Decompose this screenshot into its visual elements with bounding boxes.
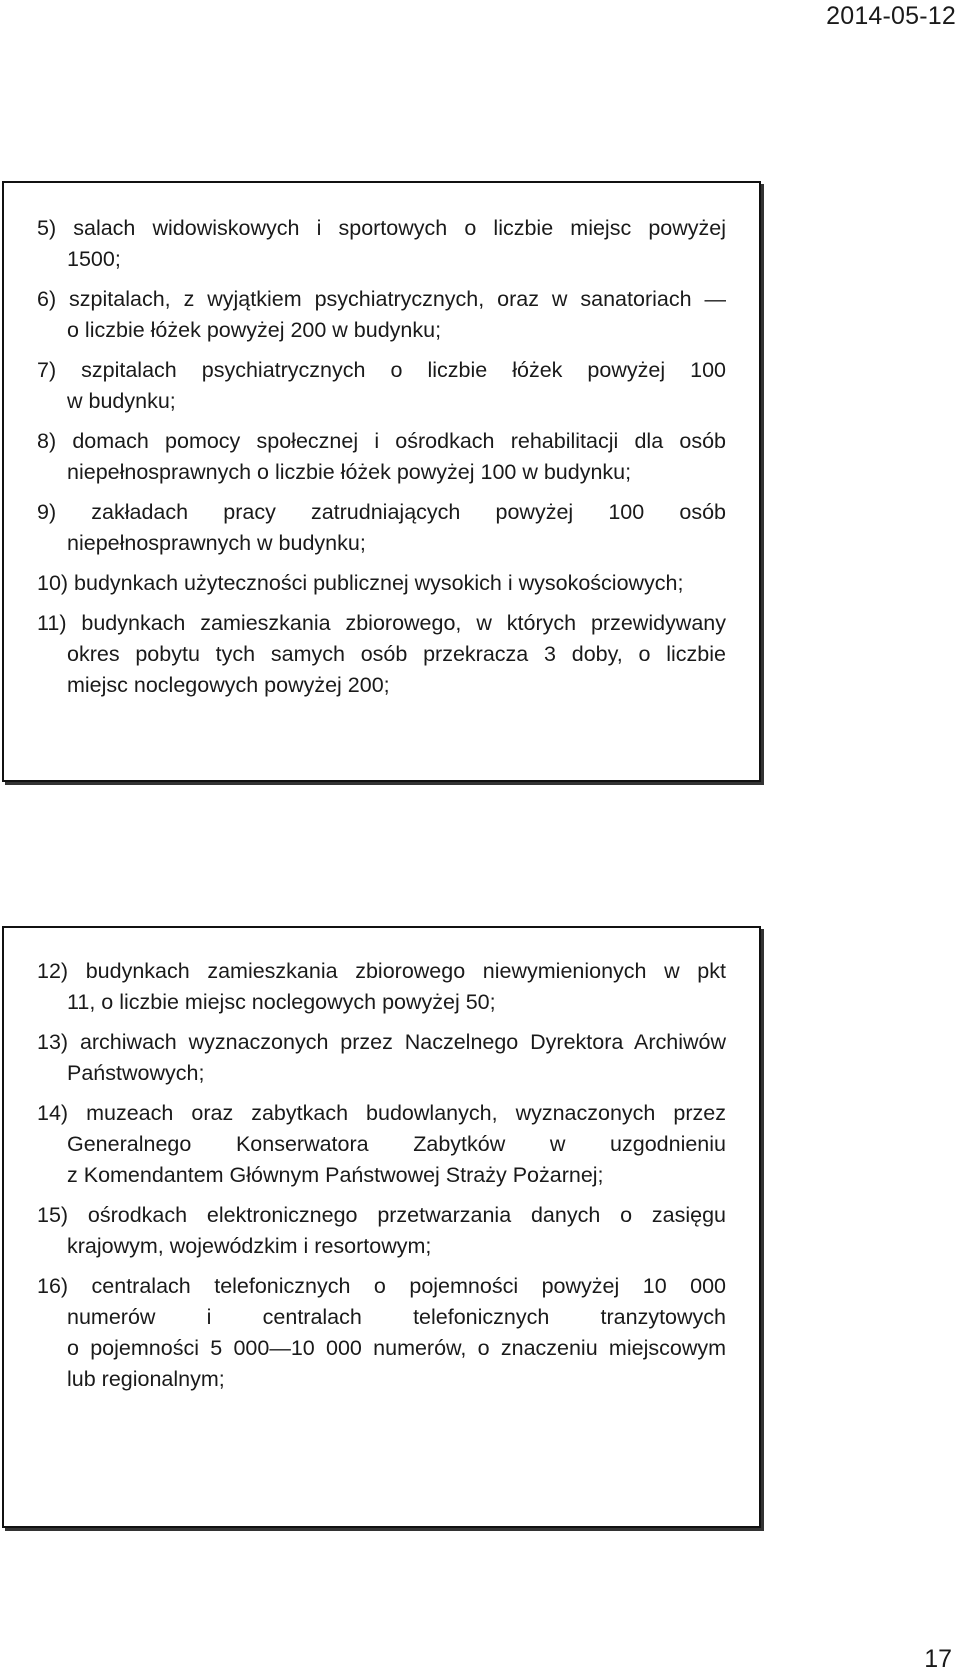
list-item (37, 568, 726, 599)
item-line: 13) archiwach wyznaczonych przez Naczelnego Dyrektora Archiwów (37, 1030, 726, 1054)
item-line: o pojemności 5 000—10 000 numerów, o znaczeniu miejscowym (67, 1336, 726, 1360)
item-line: o liczbie łóżek powyżej 200 w budynku; (67, 318, 442, 342)
slide-2 (2, 926, 761, 1528)
list-item (37, 355, 726, 417)
item-line: Generalnego Konserwatora Zabytków w uzgodnieniu (67, 1132, 726, 1156)
item-line: 10) budynkach użyteczności publicznej wysokich i wysokościowych; (37, 571, 684, 595)
item-line: 16) centralach telefonicznych o pojemności powyżej 10 000 (37, 1274, 726, 1298)
item-line: 11) budynkach zamieszkania zbiorowego, w których przewidywany (37, 611, 726, 635)
list-item (37, 956, 726, 1018)
list-item (37, 426, 726, 488)
list-item (37, 213, 726, 275)
item-line: 1500; (67, 247, 121, 271)
item-line: okres pobytu tych samych osób przekracza 3 doby, o liczbie (67, 642, 726, 666)
list-item (37, 497, 726, 559)
item-line: w budynku; (67, 389, 176, 413)
slide-1 (2, 181, 761, 782)
item-line: niepełnosprawnych w budynku; (67, 531, 366, 555)
item-line: krajowym, wojewódzkim i resortowym; (67, 1234, 432, 1258)
item-line: numerów i centralach telefonicznych tranzytowych (67, 1305, 726, 1329)
item-line: 15) ośrodkach elektronicznego przetwarzania danych o zasięgu (37, 1203, 726, 1227)
item-line: lub regionalnym; (67, 1367, 225, 1391)
page-date: 2014-05-12 (826, 2, 956, 30)
item-line: z Komendantem Głównym Państwowej Straży Pożarnej; (67, 1163, 604, 1187)
item-line: niepełnosprawnych o liczbie łóżek powyżej 100 w budynku; (67, 460, 632, 484)
list-item (37, 1098, 726, 1191)
item-line: Państwowych; (67, 1061, 205, 1085)
list-item (37, 284, 726, 346)
item-line: 11, o liczbie miejsc noclegowych powyżej 50; (67, 990, 496, 1014)
item-line: 7) szpitalach psychiatrycznych o liczbie łóżek powyżej 100 (37, 358, 726, 382)
item-line: 5) salach widowiskowych i sportowych o liczbie miejsc powyżej (37, 216, 726, 240)
item-line: 8) domach pomocy społecznej i ośrodkach rehabilitacji dla osób (37, 429, 726, 453)
list-item (37, 608, 726, 701)
list-item (37, 1200, 726, 1262)
item-line: 9) zakładach pracy zatrudniających powyżej 100 osób (37, 500, 726, 524)
item-line: miejsc noclegowych powyżej 200; (67, 673, 390, 697)
item-line: 12) budynkach zamieszkania zbiorowego niewymienionych w pkt (37, 959, 726, 983)
item-line: 6) szpitalach, z wyjątkiem psychiatrycznych, oraz w sanatoriach — (37, 287, 726, 311)
page-number: 17 (924, 1645, 952, 1673)
item-line: 14) muzeach oraz zabytkach budowlanych, wyznaczonych przez (37, 1101, 726, 1125)
list-item (37, 1027, 726, 1089)
list-item (37, 1271, 726, 1395)
